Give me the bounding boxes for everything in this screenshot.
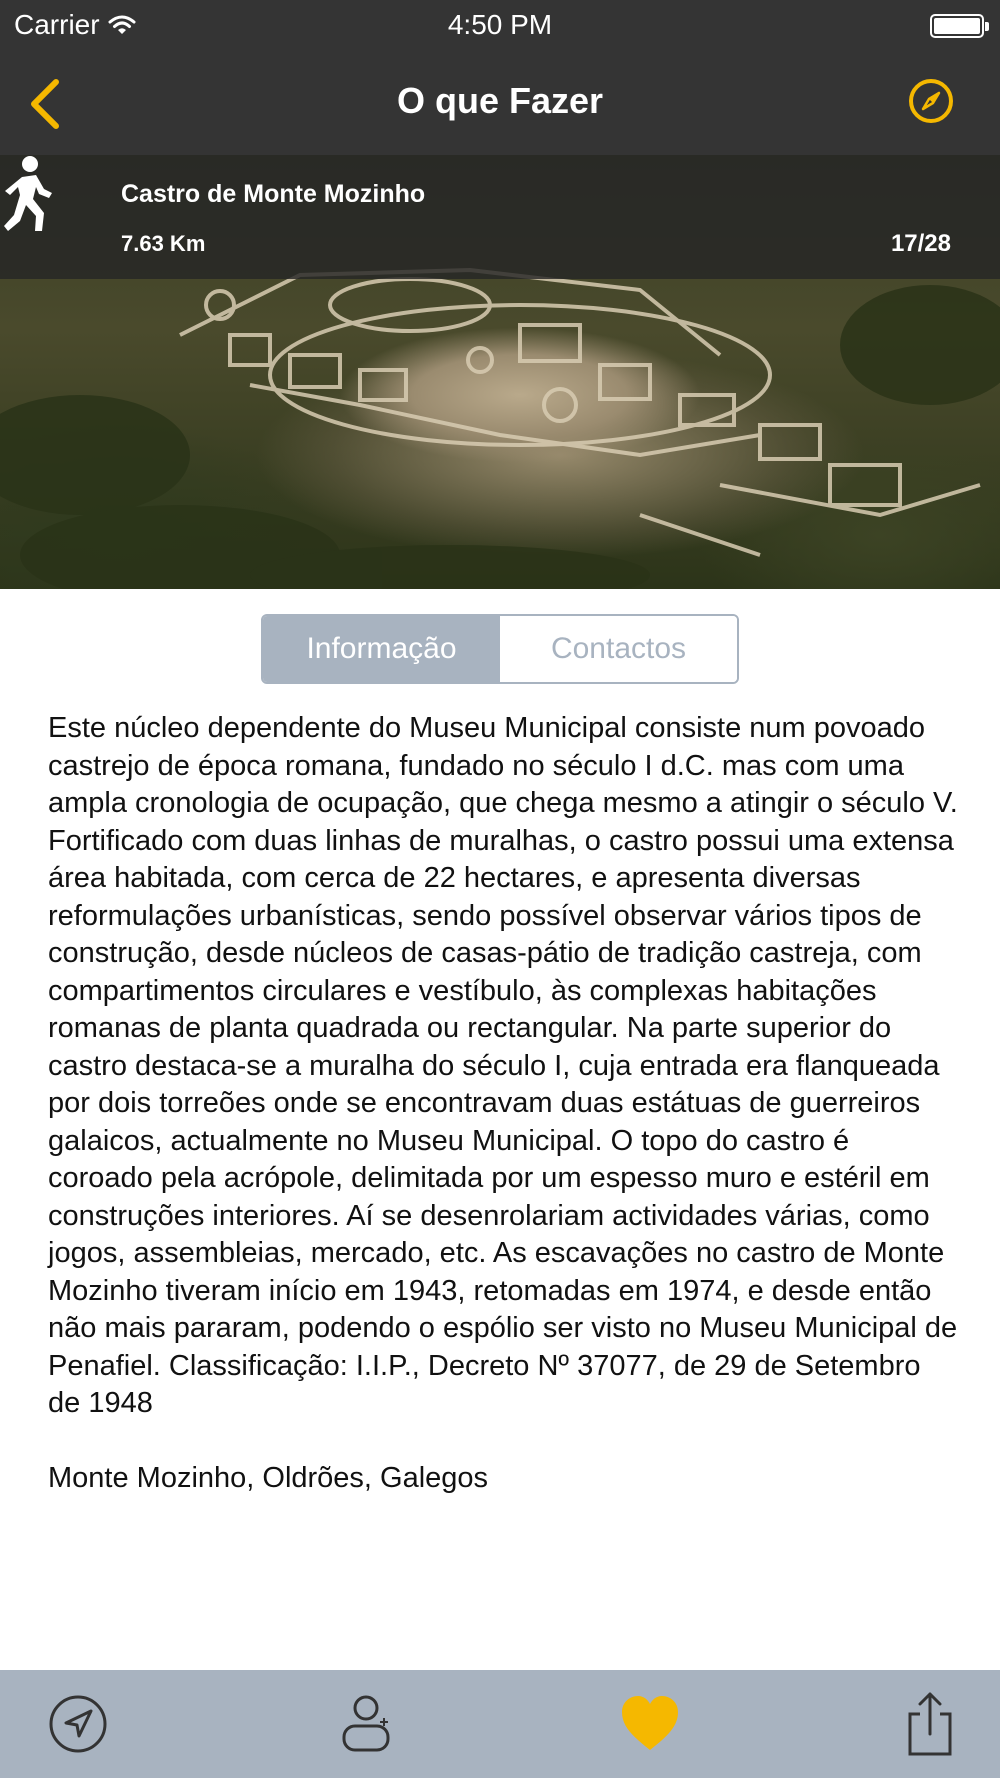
compass-icon bbox=[906, 76, 956, 126]
navigate-button[interactable] bbox=[46, 1692, 110, 1756]
add-contact-icon bbox=[334, 1692, 398, 1756]
hero-image bbox=[0, 155, 1000, 589]
compass-button[interactable] bbox=[906, 76, 956, 126]
place-info-bar bbox=[0, 155, 1000, 279]
top-bar bbox=[0, 0, 1000, 155]
battery-icon bbox=[930, 14, 984, 38]
segment-informacao[interactable]: Informação bbox=[263, 616, 500, 682]
add-contact-button[interactable] bbox=[334, 1692, 398, 1756]
heart-icon bbox=[618, 1692, 682, 1756]
place-name: Castro de Monte Mozinho bbox=[121, 180, 426, 208]
place-distance: 7.63 Km bbox=[121, 231, 206, 256]
walking-person-icon bbox=[0, 155, 58, 235]
favorite-button[interactable] bbox=[618, 1692, 682, 1756]
description-content bbox=[48, 710, 960, 1497]
status-time: 4:50 PM bbox=[447, 9, 553, 40]
bottom-toolbar bbox=[0, 1670, 1000, 1778]
share-button[interactable] bbox=[898, 1692, 962, 1756]
description-text: Este núcleo dependente do Museu Municipal consiste num povoado castrejo de época romana, fundado no século I d.C. mas com uma ampla cronologia de ocupação, que chega mesmo a atingir o século V. Fortificado com duas linhas de muralhas, o castro possui uma extensa área habitada, com cerca de 22 hectares, e apresenta diversas reformulações urbanísticas, sendo possível observar vários tipos de construção, desde núcleos de casas-pátio de tradição castreja, com compartimentos circulares e vestíbulo, às complexas habitações romanas de planta quadrada ou rectangular. Na parte superior do castro destaca-se a muralha do século I, cuja entrada era flanqueada por dois torreões onde se encontravam duas estátuas de guerreiros galaicos, actualmente no Museu Municipal. O topo do castro é coroado pela acrópole, delimitada por um espesso muro e estéril em construções interiores. Aí se desenrolariam actividades várias, como jogos, assembleias, mercado, etc. As escavações no castro de Monte Mozinho tiveram início em 1943, retomadas em 1974, e desde então não mais pararam, podendo o espólio ser visto no Museu Municipal de Penafiel. Classificação: I.I.P., Decreto Nº 37077, de 29 de Setembro de 1948 bbox=[48, 712, 958, 1419]
item-counter: 17/28 bbox=[890, 230, 951, 257]
navigate-icon bbox=[46, 1692, 110, 1756]
segment-contactos[interactable]: Contactos bbox=[500, 616, 737, 682]
address-text: Monte Mozinho, Oldrões, Galegos bbox=[48, 1461, 489, 1494]
page-title: O que Fazer bbox=[396, 80, 604, 121]
share-icon bbox=[898, 1692, 962, 1756]
segmented-control bbox=[261, 614, 739, 684]
carrier-label: Carrier bbox=[14, 9, 100, 40]
status-bar bbox=[0, 0, 1000, 50]
navigation-bar bbox=[0, 50, 1000, 155]
